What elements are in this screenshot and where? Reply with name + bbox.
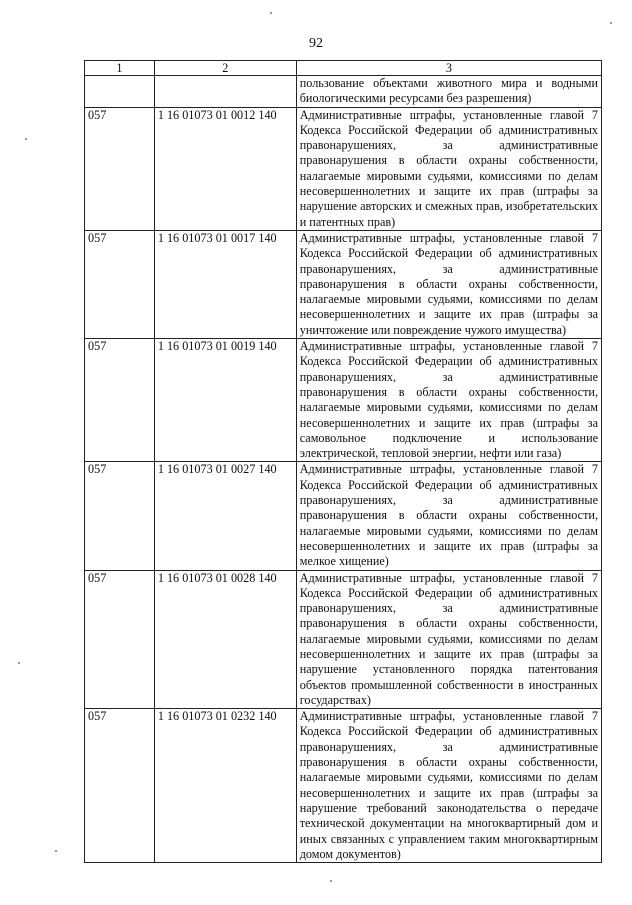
description-cell: Административные штрафы, установленные главой 7 Кодекса Российской Федерации об административных правонарушениях, за административные правонарушения в области охраны собственности, налагаемые мировыми судьями, комиссиями по делам несовершеннолетних и защите их прав (штрафы за нарушение авторских и смежных прав, изобретательских и патентных прав)	[296, 107, 601, 230]
description-cell: Административные штрафы, установленные главой 7 Кодекса Российской Федерации об административных правонарушениях, за административные правонарушения в области охраны собственности, налагаемые мировыми судьями, комиссиями по делам несовершеннолетних и защите их прав (штрафы за мелкое хищение)	[296, 462, 601, 570]
column-header-2: 2	[154, 61, 296, 76]
scan-speck	[55, 850, 57, 852]
scan-speck	[270, 12, 272, 14]
code-cell: 057	[85, 570, 155, 709]
column-header-1: 1	[85, 61, 155, 76]
table-row-continuation	[85, 76, 602, 108]
table-row	[85, 570, 602, 709]
scan-speck	[25, 138, 27, 140]
table-row	[85, 230, 602, 338]
description-cell: Административные штрафы, установленные главой 7 Кодекса Российской Федерации об административных правонарушениях, за административные правонарушения в области охраны собственности, налагаемые мировыми судьями, комиссиями по делам несовершеннолетних и защите их прав (штрафы за уничтожение или повреждение чужого имущества)	[296, 230, 601, 338]
kbk-cell: 1 16 01073 01 0028 140	[154, 570, 296, 709]
code-cell: 057	[85, 107, 155, 230]
table-row	[85, 107, 602, 230]
description-cell: пользование объектами животного мира и водными биологическими ресурсами без разрешения)	[296, 76, 601, 108]
code-cell: 057	[85, 339, 155, 462]
code-cell: 057	[85, 709, 155, 863]
table-row	[85, 462, 602, 570]
kbk-cell: 1 16 01073 01 0017 140	[154, 230, 296, 338]
code-cell	[85, 76, 155, 108]
code-cell: 057	[85, 230, 155, 338]
table-header-row	[85, 61, 602, 76]
table-row	[85, 339, 602, 462]
column-header-3: 3	[296, 61, 601, 76]
description-cell: Административные штрафы, установленные главой 7 Кодекса Российской Федерации об административных правонарушениях, за административные правонарушения в области охраны собственности, налагаемые мировыми судьями, комиссиями по делам несовершеннолетних и защите их прав (штрафы за нарушение установленного порядка патентования объектов промышленной собственности в иностранных государствах)	[296, 570, 601, 709]
kbk-cell: 1 16 01073 01 0027 140	[154, 462, 296, 570]
kbk-cell: 1 16 01073 01 0232 140	[154, 709, 296, 863]
page-number: 92	[309, 36, 323, 51]
table-row	[85, 709, 602, 863]
description-cell: Административные штрафы, установленные главой 7 Кодекса Российской Федерации об административных правонарушениях, за административные правонарушения в области охраны собственности, налагаемые мировыми судьями, комиссиями по делам несовершеннолетних и защите их прав (штрафы за самовольное подключение и использование электрической, тепловой энергии, нефти или газа)	[296, 339, 601, 462]
code-cell: 057	[85, 462, 155, 570]
description-cell: Административные штрафы, установленные главой 7 Кодекса Российской Федерации об административных правонарушениях, за административные правонарушения в области охраны собственности, налагаемые мировыми судьями, комиссиями по делам несовершеннолетних и защите их прав (штрафы за нарушение требований законодательства о передаче технической документации на многоквартирный дом и иных связанных с управлением таким многоквартирным домом документов)	[296, 709, 601, 863]
scan-speck	[330, 880, 332, 882]
kbk-cell: 1 16 01073 01 0019 140	[154, 339, 296, 462]
scan-speck	[18, 662, 20, 664]
revenue-codes-table	[84, 60, 602, 863]
kbk-cell	[154, 76, 296, 108]
kbk-cell: 1 16 01073 01 0012 140	[154, 107, 296, 230]
scan-speck	[610, 22, 612, 24]
